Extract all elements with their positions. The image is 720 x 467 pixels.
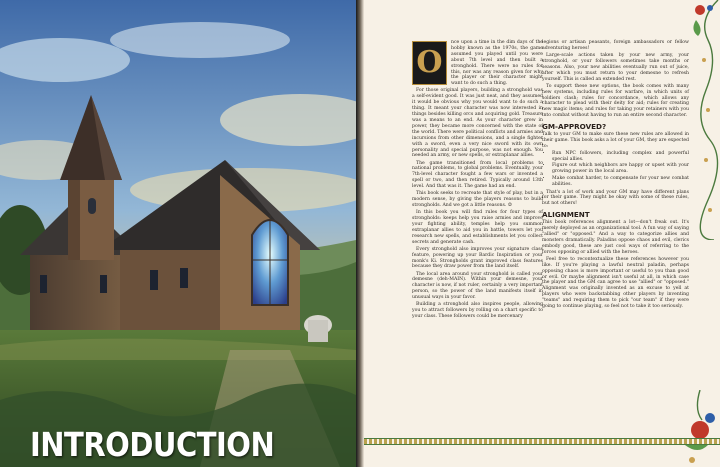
paragraph: For those original players, building a stronghold was a self-evident good. It was just neat, and they assumed it would be obvious why you would want to do such a thing. It meant your character was now interested in things besides killing orcs and acquiring gold. Treasure was a means to an end. As your character grew in power, they became more concerned with the state of the world. There were political conflicts and armies and incursions from other dimensions, and a single fighter with a sword, even a very nice sword with its own personality and special purpose, was not enough. You needed an army, or new spells, or extraplanar allies. [412,88,543,159]
bottom-right-border-flourish [680,390,720,467]
paragraph: This book seeks to recreate that style of play, but in a modern sense, by giving the players reasons to build strongholds. And we got a little reasons. ☺ [412,191,543,209]
section-heading-alignment: ALIGNMENT [542,210,590,220]
church-illustration [0,0,356,467]
top-right-border-flourish [688,0,720,240]
text-column-2 [542,40,689,311]
drop-cap: O [412,41,447,85]
paragraph: Talk to your GM to make sure these new rules are allowed in their game. This book asks a lot of your GM, they are expected to: [542,132,689,149]
paragraph: The game transitioned from local problems to national problems, to global problems. Eventually, your 7th-level character fought a few wars or invented a spell or two, and then retired. Typically around 13th level. And that was it. The game had an end. [412,160,543,190]
paragraph: To support these new options, the book comes with many new systems, including rules for warfare, in which units of soldiers clash; rules for concordance, which allows any character to plead with their deity for aid; rules for creating new magic items; and rules for taking your retainers with you into combat without having to run an entire second character. [542,83,689,119]
list-item: • Make combat harder, to compensate for your new combat abilities. [552,176,689,188]
section-heading-gm-approved: GM-APPROVED? [542,122,607,132]
cover-illustration [0,0,356,467]
paragraph: Feel free to recontextualize these references however you like. If you're playing a lawful neutral paladin, perhaps opposing chaos is more important or useful to you than good or evil. Or maybe alignment isn't useful at all, in which case the player and the GM can agree to use "allied" or "opposed." Alignment was originally invented as an excuse to yell at players who were backstabbing other players by inventing "teams" and requiring them to pick "our team" if they were going to continue playing, so feel not to take it too seriously. [542,256,689,310]
list-item: • Figure out which neighbors are happy or upset with your growing power in the local area. [552,163,689,175]
paragraph: Building a stronghold also inspires people, allowing you to attract followers by rolling on a chart specific to your class. These followers could be mercenary [412,302,543,320]
paragraph: Every stronghold also improves your signature class feature, powering up your Bardic Inspiration or your monk's Ki. Strongholds grant improved class features because they draw power from the land itself. [412,246,543,270]
page-gutter [356,0,364,467]
page-title: INTRODUCTION [30,425,275,465]
paragraph: This book references alignment a lot—don't freak out. It's merely deployed as an organizational tool. A fun way of saying "allied" or "opposed." And a way to categorize allies and monsters dramatically. Paladins oppose chaos and evil, clerics embody good, these are just cool ways of referring to the forces opposing or allied with the heroes. [542,220,689,255]
bullet-list [542,151,689,187]
paragraph: legions or artisan peasants, foreign ambassadors or fellow adventuring heroes! [542,40,689,51]
paragraph: nce upon a time in the dim days of the hobby known as the 1970s, the game assumed you played until you were about 7th level and then built a stronghold. There were no rules for this, nor was any reason given for why the player or their character might want to do such a thing. [451,40,543,87]
list-item: • Run NPC followers, including complex and powerful special allies. [552,151,689,163]
paragraph: In this book you will find rules for four types of strongholds: keeps help you raise armies and improve your fighting ability, temples help you summon extraplanar allies to aid you in battle, towers let you research new spells, and establishments let you collect secrets and generate cash. [412,210,543,245]
text-page [364,0,720,467]
text-column-1 [412,40,543,321]
bottom-border-band [364,438,720,445]
paragraph: The local area around your stronghold is called your demesne (deh-MAIN). Within your demesne, your character is now, if not ruler, certainly a very important person, so the power of the land manifests itself in unusual ways in your favor. [412,271,543,301]
paragraph: Large-scale actions taken by your new army, your stronghold, or your followers sometimes take months or seasons. Also, your new abilities eventually run out of juice, after which you must return to your demesne to refresh yourself. This is called an extended rest. [542,53,689,82]
paragraph: That's a lot of work and your GM may have different plans for their game. They might be okay with some of these rules, but not others! [542,189,689,207]
